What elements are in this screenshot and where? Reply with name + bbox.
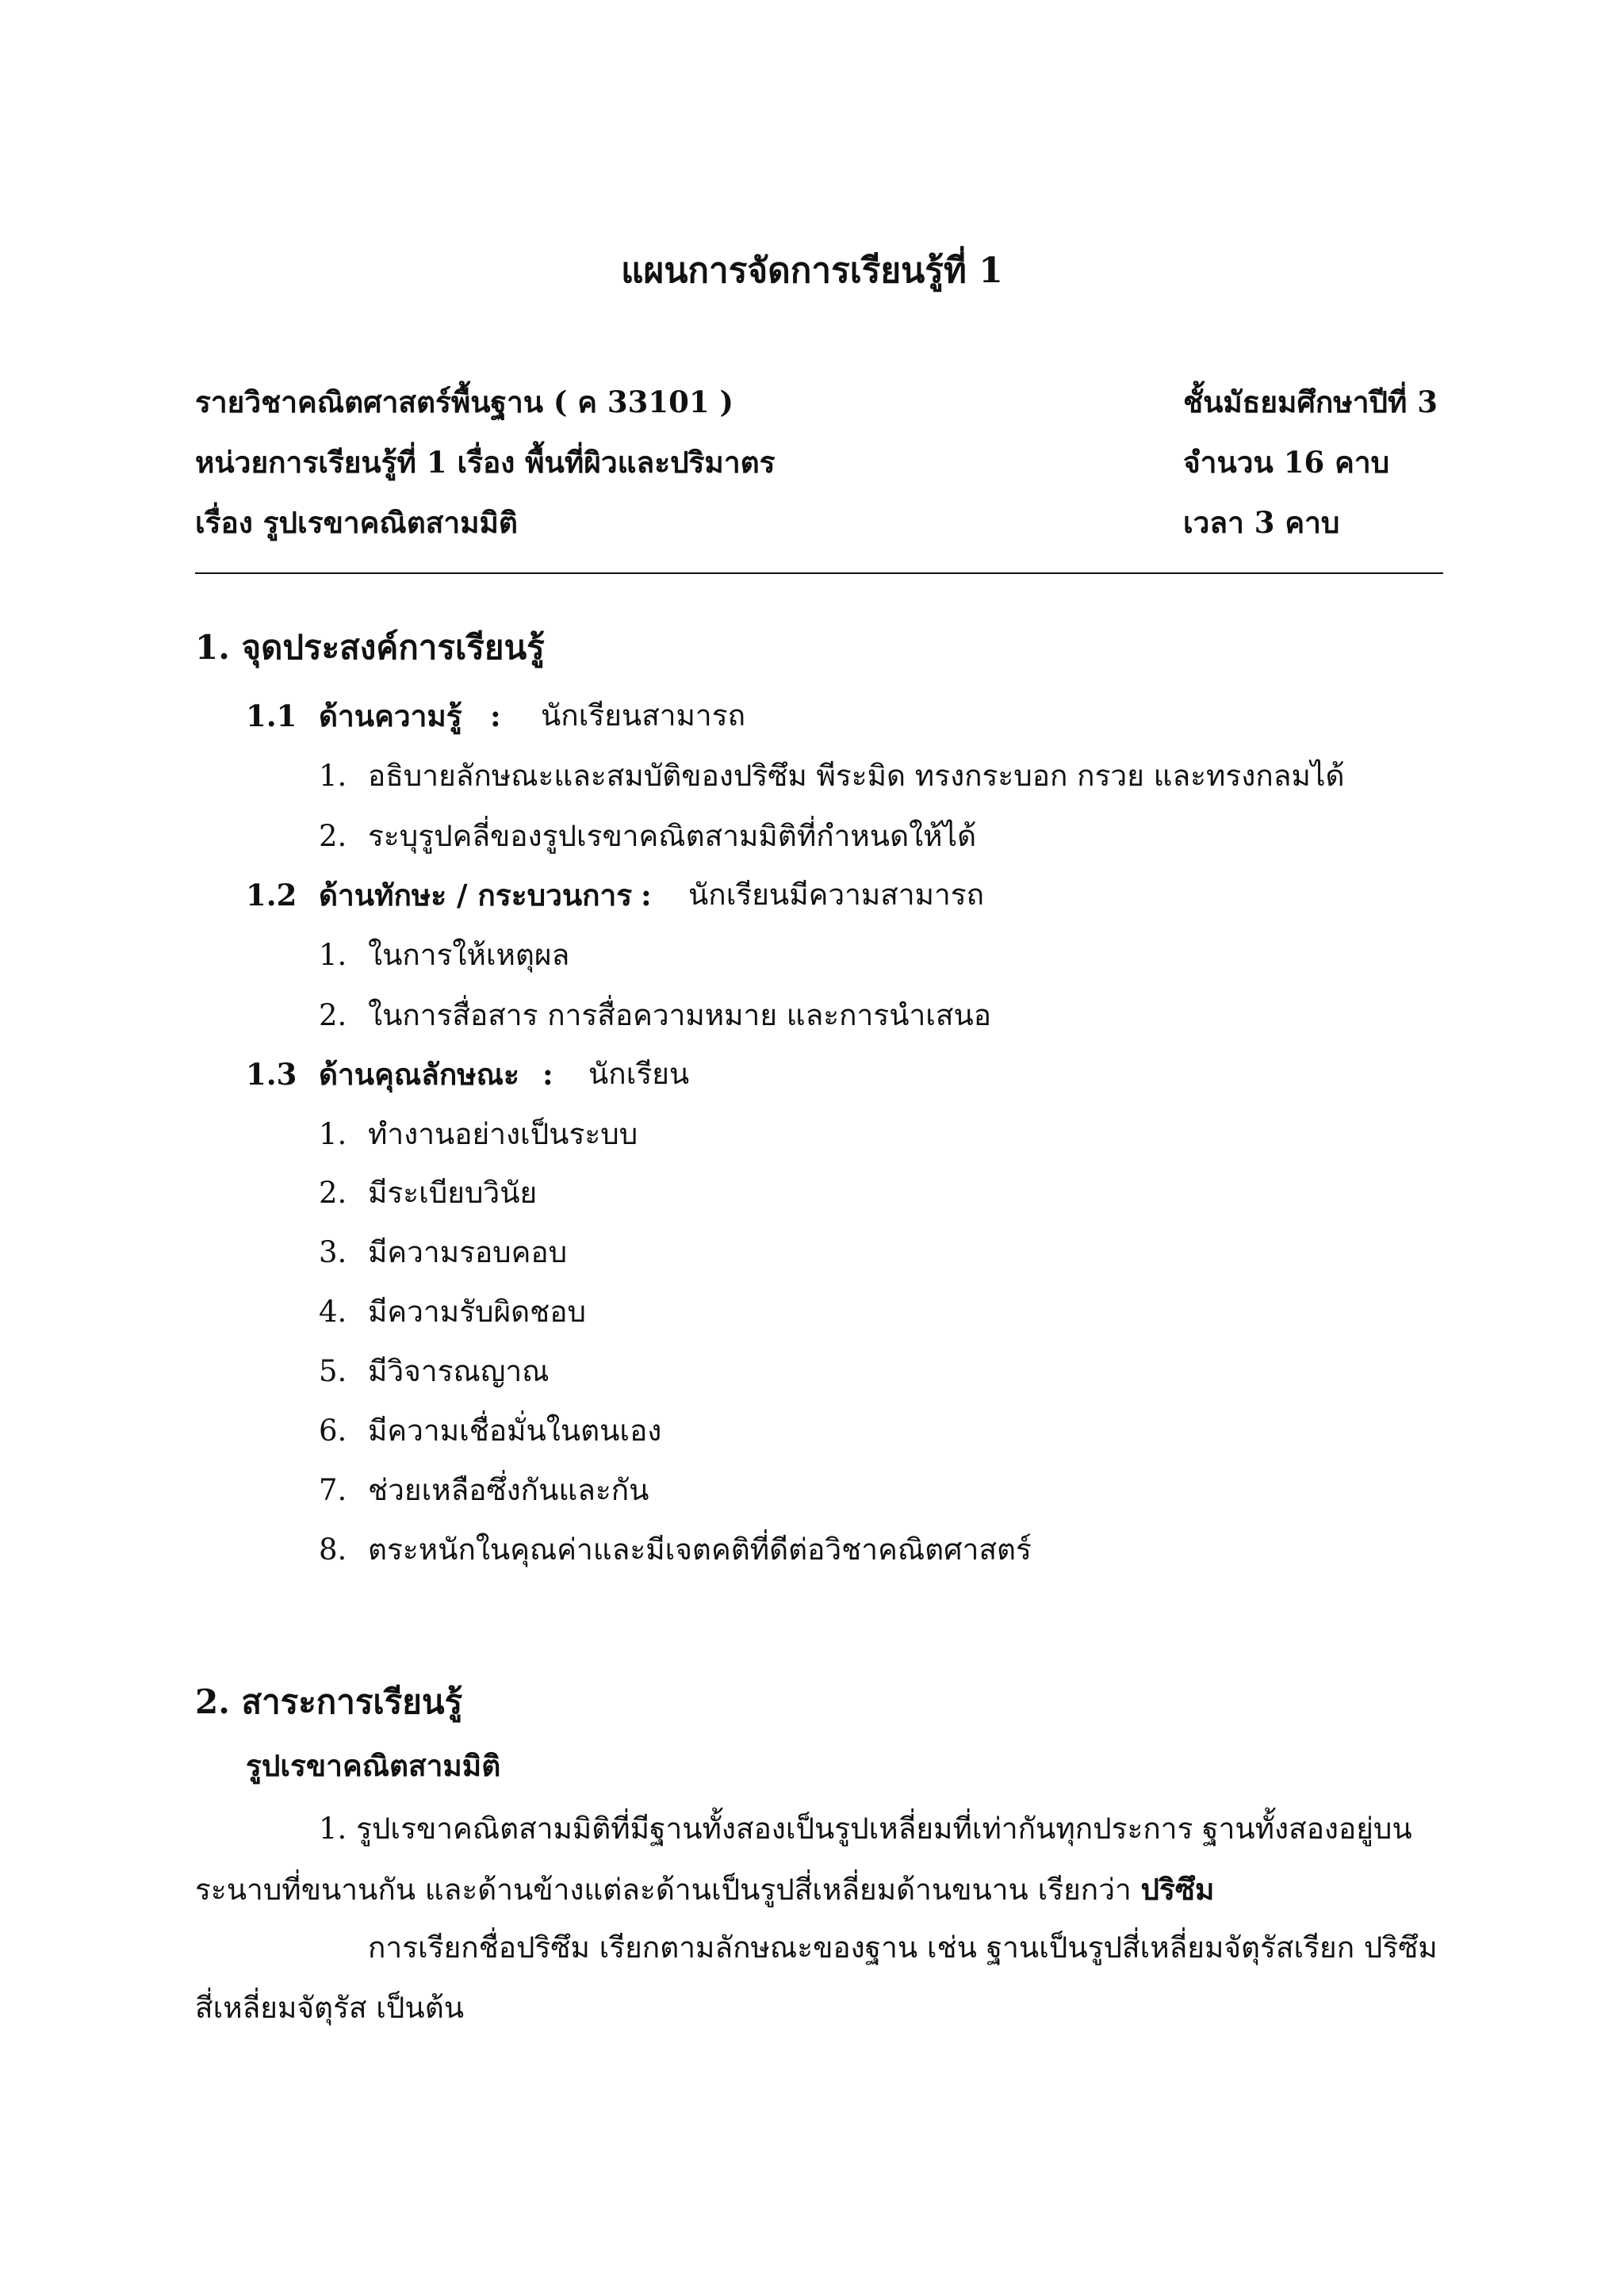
section1-heading: 1. จุดประสงค์การเรียนรู้ <box>195 628 545 667</box>
term-prism: ปริซึม <box>1140 1872 1215 1907</box>
unit-line: หน่วยการเรียนรู้ที่ 1 เรื่อง พื้นที่ผิวและปริมาตร <box>195 445 776 480</box>
paragraph-2-line-1: การเรียกชื่อปริซึม เรียกตามลักษณะของฐาน เช่น ฐานเป็นรูปสี่เหลี่ยมจัตุรัสเรียก ปริซึม <box>368 1931 1438 1965</box>
page-title: แผนการจัดการเรียนรู้ที่ 1 <box>621 251 1003 291</box>
grade-line: ชั้นมัธยมศึกษาปีที่ 3 <box>1183 385 1438 419</box>
list-item-number: 1. <box>319 1117 347 1151</box>
list-item-number: 6. <box>319 1414 347 1448</box>
s13-item-5: มีวิจารณญาณ <box>368 1354 550 1388</box>
s12-item-1: ในการให้เหตุผล <box>368 938 570 972</box>
s12-number: 1.2 <box>246 878 297 913</box>
s13-label: ด้านคุณลักษณะ <box>319 1057 519 1092</box>
s13-item-7: ช่วยเหลือซึ่งกันและกัน <box>368 1473 649 1507</box>
s11-number: 1.1 <box>246 698 297 733</box>
s13-colon: : <box>542 1057 553 1092</box>
topic-line: เรื่อง รูปเรขาคณิตสามมิติ <box>195 505 518 540</box>
header-divider <box>195 572 1443 574</box>
list-item-number: 5. <box>319 1354 347 1388</box>
list-item-number: 3. <box>319 1235 347 1269</box>
list-item-number: 1. <box>319 759 347 793</box>
s13-item-3: มีความรอบคอบ <box>368 1235 568 1269</box>
paragraph-2-line-2: สี่เหลี่ยมจัตุรัส เป็นต้น <box>195 1991 465 2025</box>
s12-label: ด้านทักษะ / กระบวนการ <box>319 878 633 913</box>
s13-item-8: ตระหนักในคุณค่าและมีเจตคติที่ดีต่อวิชาคณิตศาสตร์ <box>368 1533 1032 1567</box>
list-item-number: 1. <box>319 938 347 972</box>
s13-desc: นักเรียน <box>588 1057 690 1091</box>
paragraph-1-line-1: 1. รูปเรขาคณิตสามมิติที่มีฐานทั้งสองเป็นรูปเหลี่ยมที่เท่ากันทุกประการ ฐานทั้งสองอยู่บน <box>319 1812 1412 1846</box>
section2-subheading: รูปเรขาคณิตสามมิติ <box>246 1748 501 1783</box>
list-item-number: 2. <box>319 1176 347 1210</box>
paragraph-1-text: ระนาบที่ขนานกัน และด้านข้างแต่ละด้านเป็นรูปสี่เหลี่ยมด้านขนาน เรียกว่า <box>195 1873 1141 1907</box>
s11-item-1: อธิบายลักษณะและสมบัติของปริซึม พีระมิด ทรงกระบอก กรวย และทรงกลมได้ <box>368 759 1345 793</box>
unit-hours: จำนวน 16 คาบ <box>1183 445 1390 480</box>
s12-desc: นักเรียนมีความสามารถ <box>688 878 985 912</box>
section2-heading: 2. สาระการเรียนรู้ <box>195 1682 463 1721</box>
s11-colon: : <box>490 698 501 733</box>
s11-label: ด้านความรู้ <box>319 698 462 733</box>
s12-colon: : <box>641 878 652 913</box>
s13-item-4: มีความรับผิดชอบ <box>368 1295 586 1329</box>
list-item-number: 8. <box>319 1533 347 1567</box>
s13-item-6: มีความเชื่อมั่นในตนเอง <box>368 1414 662 1448</box>
list-item-number: 2. <box>319 819 347 853</box>
paragraph-1-line-2 <box>195 1869 1214 1910</box>
s13-item-2: มีระเบียบวินัย <box>368 1176 538 1210</box>
s11-desc: นักเรียนสามารถ <box>541 698 745 733</box>
s12-item-2: ในการสื่อสาร การสื่อความหมาย และการนำเสนอ <box>368 998 992 1032</box>
subject-line: รายวิชาคณิตศาสตร์พื้นฐาน ( ค 33101 ) <box>195 385 734 419</box>
s13-item-1: ทำงานอย่างเป็นระบบ <box>368 1117 638 1151</box>
list-item-number: 4. <box>319 1295 347 1329</box>
topic-hours: เวลา 3 คาบ <box>1183 505 1340 540</box>
list-item-number: 2. <box>319 998 347 1032</box>
s13-number: 1.3 <box>246 1057 297 1092</box>
list-item-number: 7. <box>319 1473 347 1507</box>
s11-item-2: ระบุรูปคลี่ของรูปเรขาคณิตสามมิติที่กำหนดให้ได้ <box>368 819 977 853</box>
